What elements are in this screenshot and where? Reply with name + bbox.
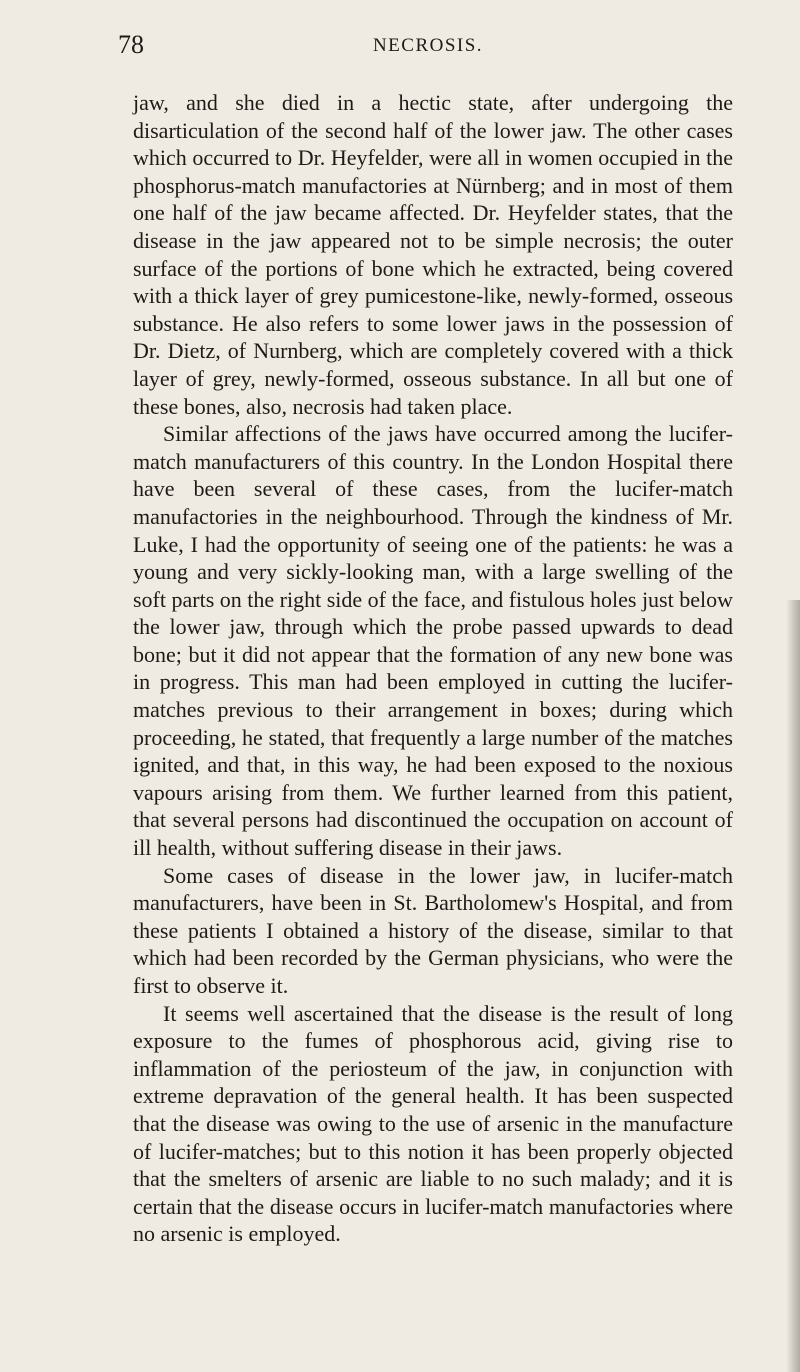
page-header: [118, 30, 738, 60]
body-text: [133, 89, 733, 1248]
page-number: 78: [118, 30, 144, 59]
page-edge-shadow: [786, 600, 800, 1372]
paragraph-4: It seems well ascertained that the disease is the result of long exposure to the fumes of phosphorous acid, giving rise to inflammation of the periosteum of the jaw, in conjunction with extreme depravation of the general health. It has been suspected that the disease was owing to the use of arsenic in the manufacture of lucifer-matches; but to this notion it has been properly objected that the smelters of arsenic are liable to no such malady; and it is certain that the disease occurs in lucifer-match manufactories where no arsenic is employed.: [133, 1000, 733, 1247]
paragraph-3: Some cases of disease in the lower jaw, in lucifer-match manufacturers, have been in St. Bartholomew's Hospital, and from these patients I obtained a history of the disease, similar to that which had been recorded by the German physicians, who were the first to observe it.: [133, 862, 733, 998]
paragraph-2: Similar affections of the jaws have occurred among the lucifer-match manufacturers of this country. In the London Hospital there have been several of these cases, from the lucifer-match manufactories in the neighbourhood. Through the kindness of Mr. Luke, I had the opportunity of seeing one of the patients: he was a young and very sickly-looking man, with a large swelling of the soft parts on the right side of the face, and fistulous holes just below the lower jaw, through which the probe passed upwards to dead bone; but it did not appear that the formation of any new bone was in progress. This man had been employed in cutting the lucifer-matches previous to their arrangement in boxes; during which proceeding, he stated, that frequently a large number of the matches ignited, and that, in this way, he had been exposed to the noxious vapours arising from them. We further learned from this patient, that several persons had discontinued the occupation on account of ill health, without suffering disease in their jaws.: [133, 421, 733, 861]
running-title: NECROSIS.: [372, 35, 484, 56]
paragraph-1: jaw, and she died in a hectic state, after undergoing the disarticulation of the second half of the lower jaw. The other cases which occurred to Dr. Heyfelder, were all in women occupied in the phosphorus-match manufactories at Nürnberg; and in most of them one half of the jaw became affected. Dr. Heyfelder states, that the disease in the jaw appeared not to be simple necrosis; the outer surface of the portions of bone which he extracted, being covered with a thick layer of grey pumicestone-like, newly-formed, osseous substance. He also refers to some lower jaws in the possession of Dr. Dietz, of Nurnberg, which are completely covered with a thick layer of grey, newly-formed, osseous substance. In all but one of these bones, also, necrosis had taken place.: [133, 90, 733, 419]
